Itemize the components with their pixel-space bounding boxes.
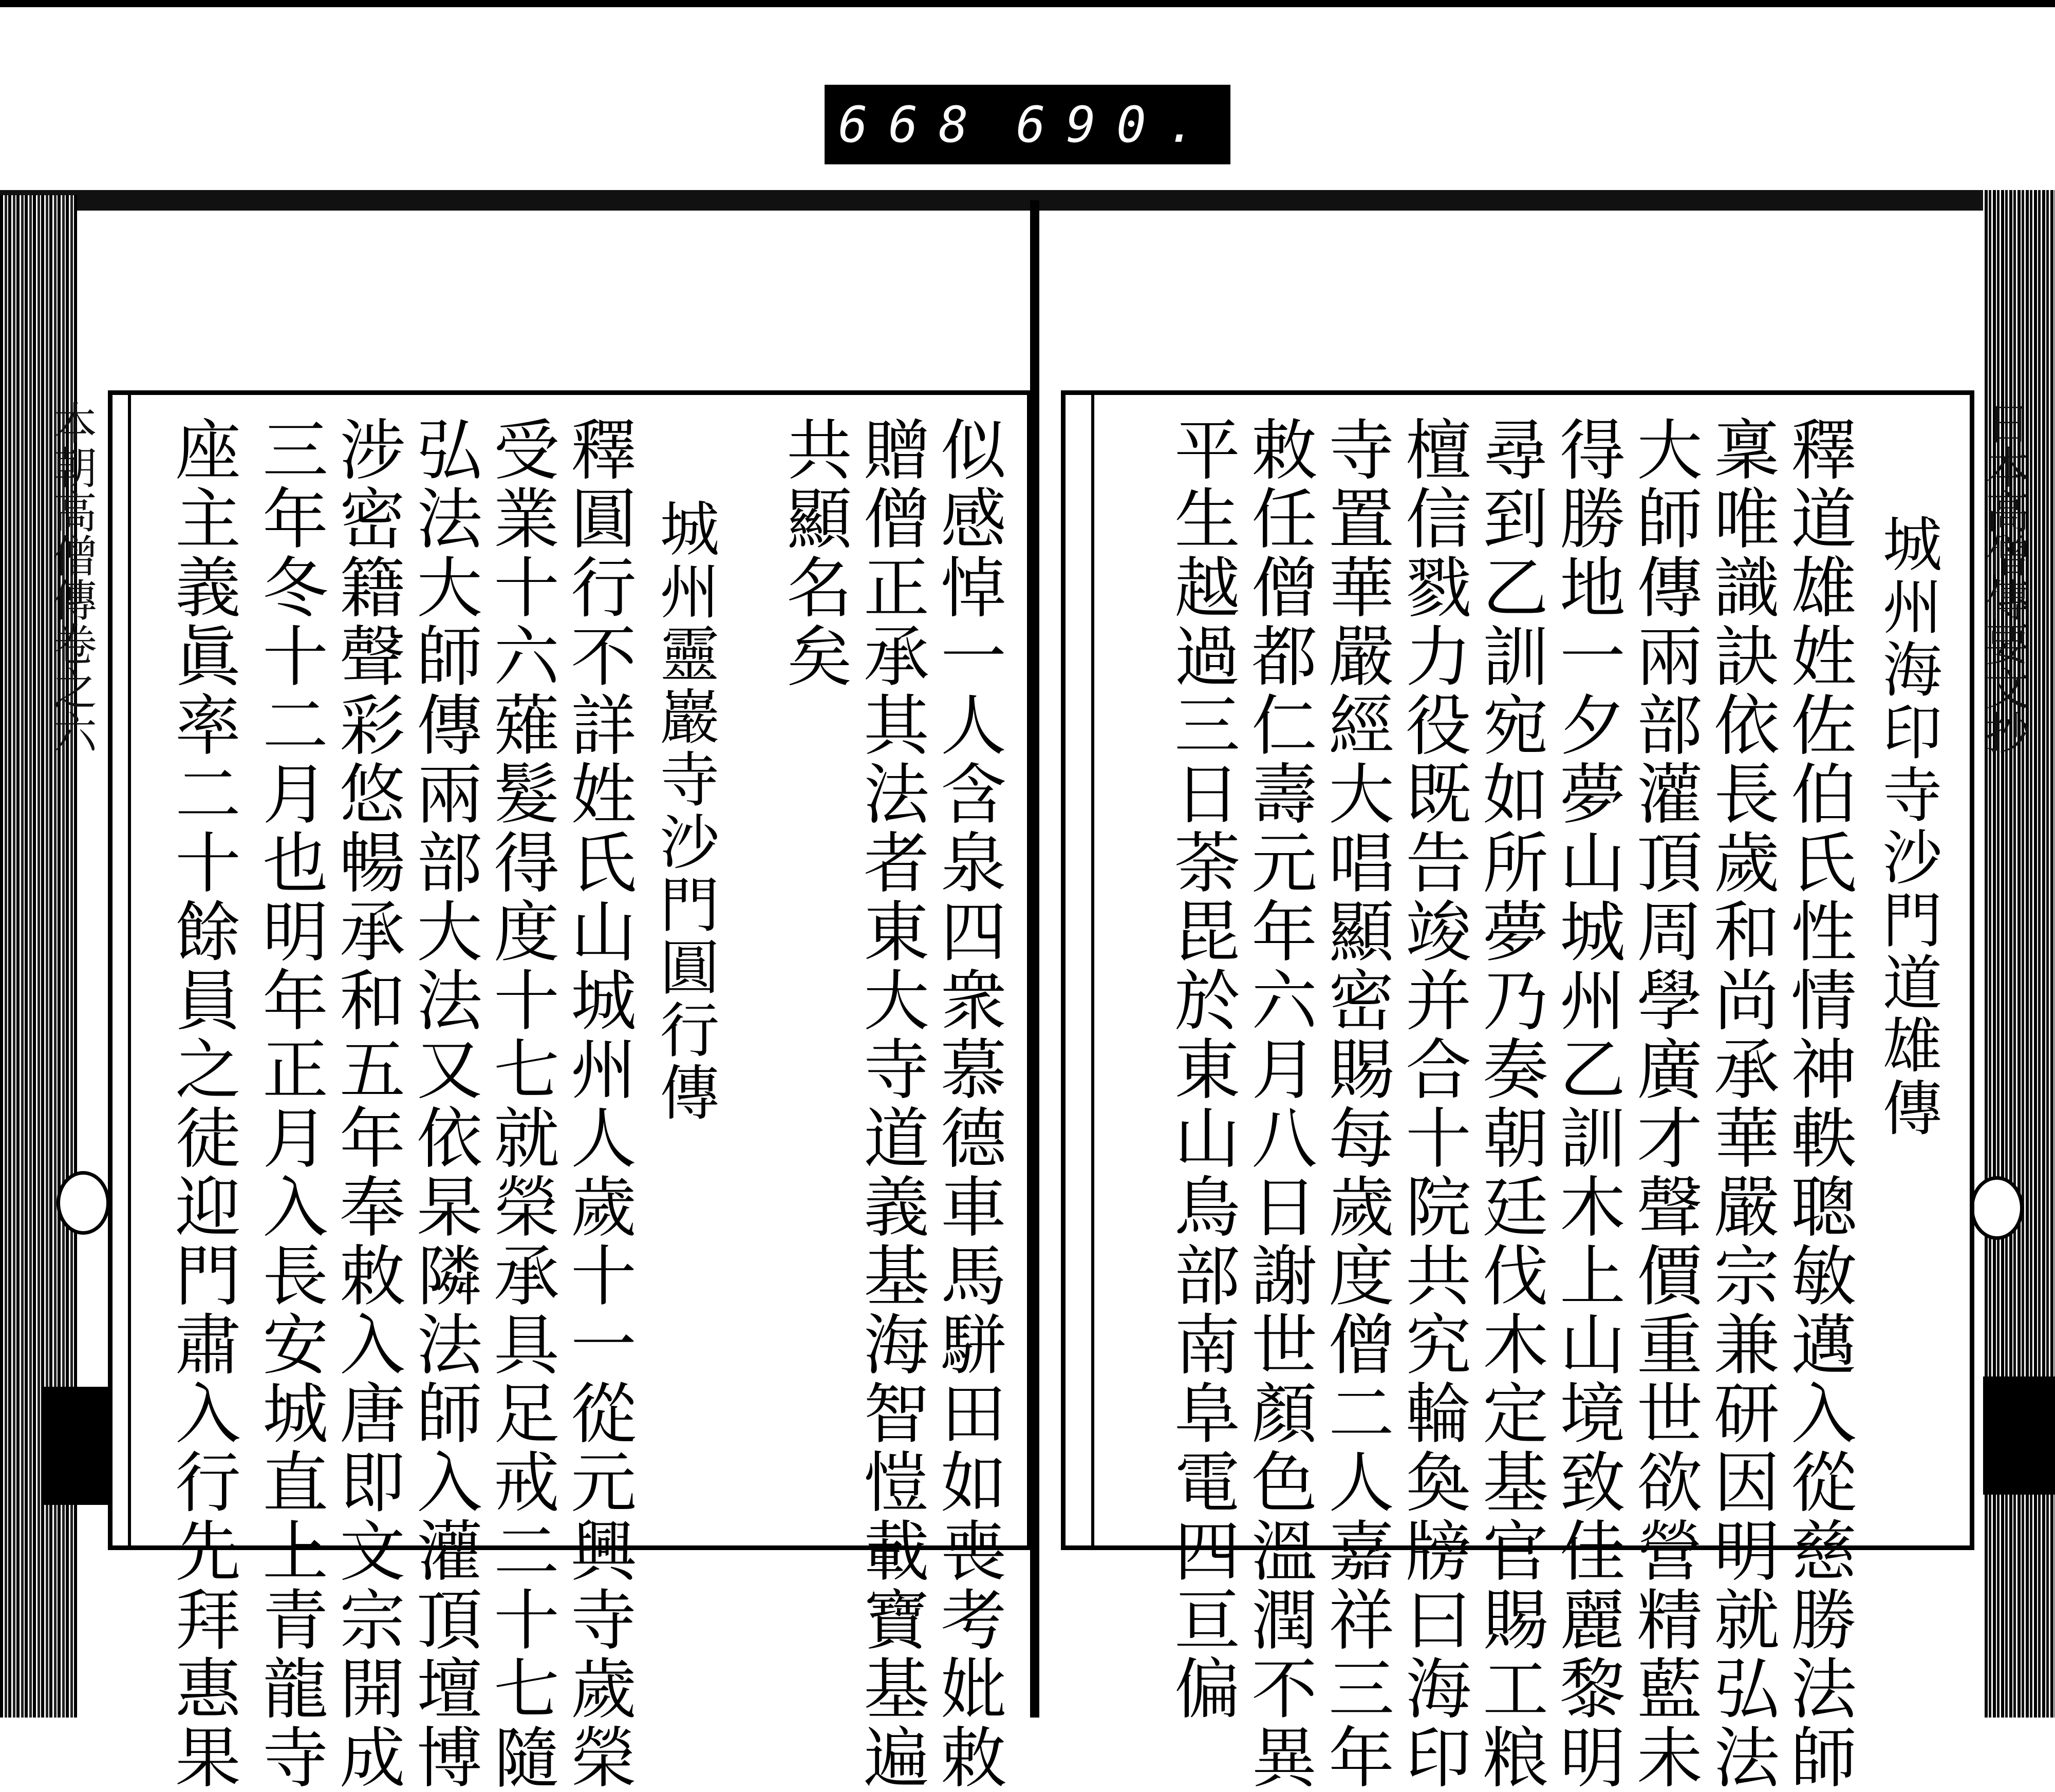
left-page-section-heading: 城州靈巖寺沙門圓行傳 — [650, 498, 719, 1124]
left-page-column-11: 座主義眞率二十餘員之徒迎門肅入行先拜惠果 — [164, 416, 240, 1792]
left-page-column-1: 似感悼一人含泉四衆慕德車馬駢田如喪考妣敕 — [929, 416, 1006, 1792]
volume-number-left: 668 — [838, 96, 989, 154]
left-page-column-7: 受業十六薙髮得度十七就榮承具足戒二十七隨 — [482, 416, 559, 1792]
right-page-section-heading: 城州海印寺沙門道雄傳 — [1873, 513, 1942, 1140]
left-margin-title: 本朝高僧傳卷之六 — [45, 401, 97, 754]
left-page-column-9: 涉密籍聲彩悠暢承和五年奉敕入唐即文宗開成 — [328, 416, 405, 1792]
scan-top-edge — [0, 0, 2055, 7]
left-page-column-6: 釋圓行不詳姓氏山城州人歲十一從元興寺歲榮 — [559, 416, 636, 1792]
right-page-column-8: 寺置華嚴經大唱顯密賜每歲度僧二人嘉祥三年 — [1317, 416, 1394, 1792]
left-page — [108, 390, 1032, 1792]
book-top-edge — [0, 190, 2055, 211]
left-page-column-10: 三年冬十二月也明年正月入長安城直上青龍寺 — [251, 416, 328, 1792]
volume-number-label — [825, 85, 1230, 164]
left-page-column-8: 弘法大師傳兩部大法又依杲隣法師入灌頂壇博 — [405, 416, 482, 1792]
right-edge-tab — [1983, 1376, 2055, 1495]
right-page-column-2: 釋道雄姓佐伯氏性情神軼聰敏邁入從慈勝法師 — [1780, 416, 1856, 1792]
right-page-inner-rule — [1091, 395, 1094, 1545]
right-margin-title: 日本高僧傳要文抄 — [1978, 401, 2029, 754]
right-page-column-6: 尋到乙訓宛如所夢乃奏朝廷伐木定基官賜工粮 — [1471, 416, 1548, 1792]
left-edge-tab — [41, 1387, 113, 1505]
right-page-column-7: 檀信戮力役既告竣并合十院共究輪奐牓曰海印 — [1394, 416, 1471, 1792]
left-page-inner-rule — [128, 395, 131, 1545]
right-page-column-10: 平生越過三日荼毘於東山鳥部南阜電四亘偏 — [1163, 416, 1240, 1723]
right-page-column-5: 得勝地一夕夢山城州乙訓木上山境致佳麗黎明 — [1548, 416, 1625, 1792]
left-page-column-2: 贈僧正承其法者東大寺道義基海智愷載寶基遍 — [852, 416, 929, 1792]
left-fold-mark — [57, 1171, 110, 1235]
right-page-column-9: 敕任僧都仁壽元年六月八日謝世顏色溫潤不異 — [1240, 416, 1317, 1792]
right-page-column-4: 大師傳兩部灌頂周學廣才聲價重世欲營精藍未 — [1626, 416, 1702, 1792]
right-page-column-3: 稟唯識訣依長歲和尚承華嚴宗兼研因明就弘法 — [1703, 416, 1779, 1792]
right-fold-mark — [1970, 1176, 2024, 1240]
left-page-column-3: 共顯名矣 — [775, 416, 852, 691]
right-page — [1061, 390, 1974, 1792]
volume-number-right: 690. — [1016, 96, 1217, 154]
